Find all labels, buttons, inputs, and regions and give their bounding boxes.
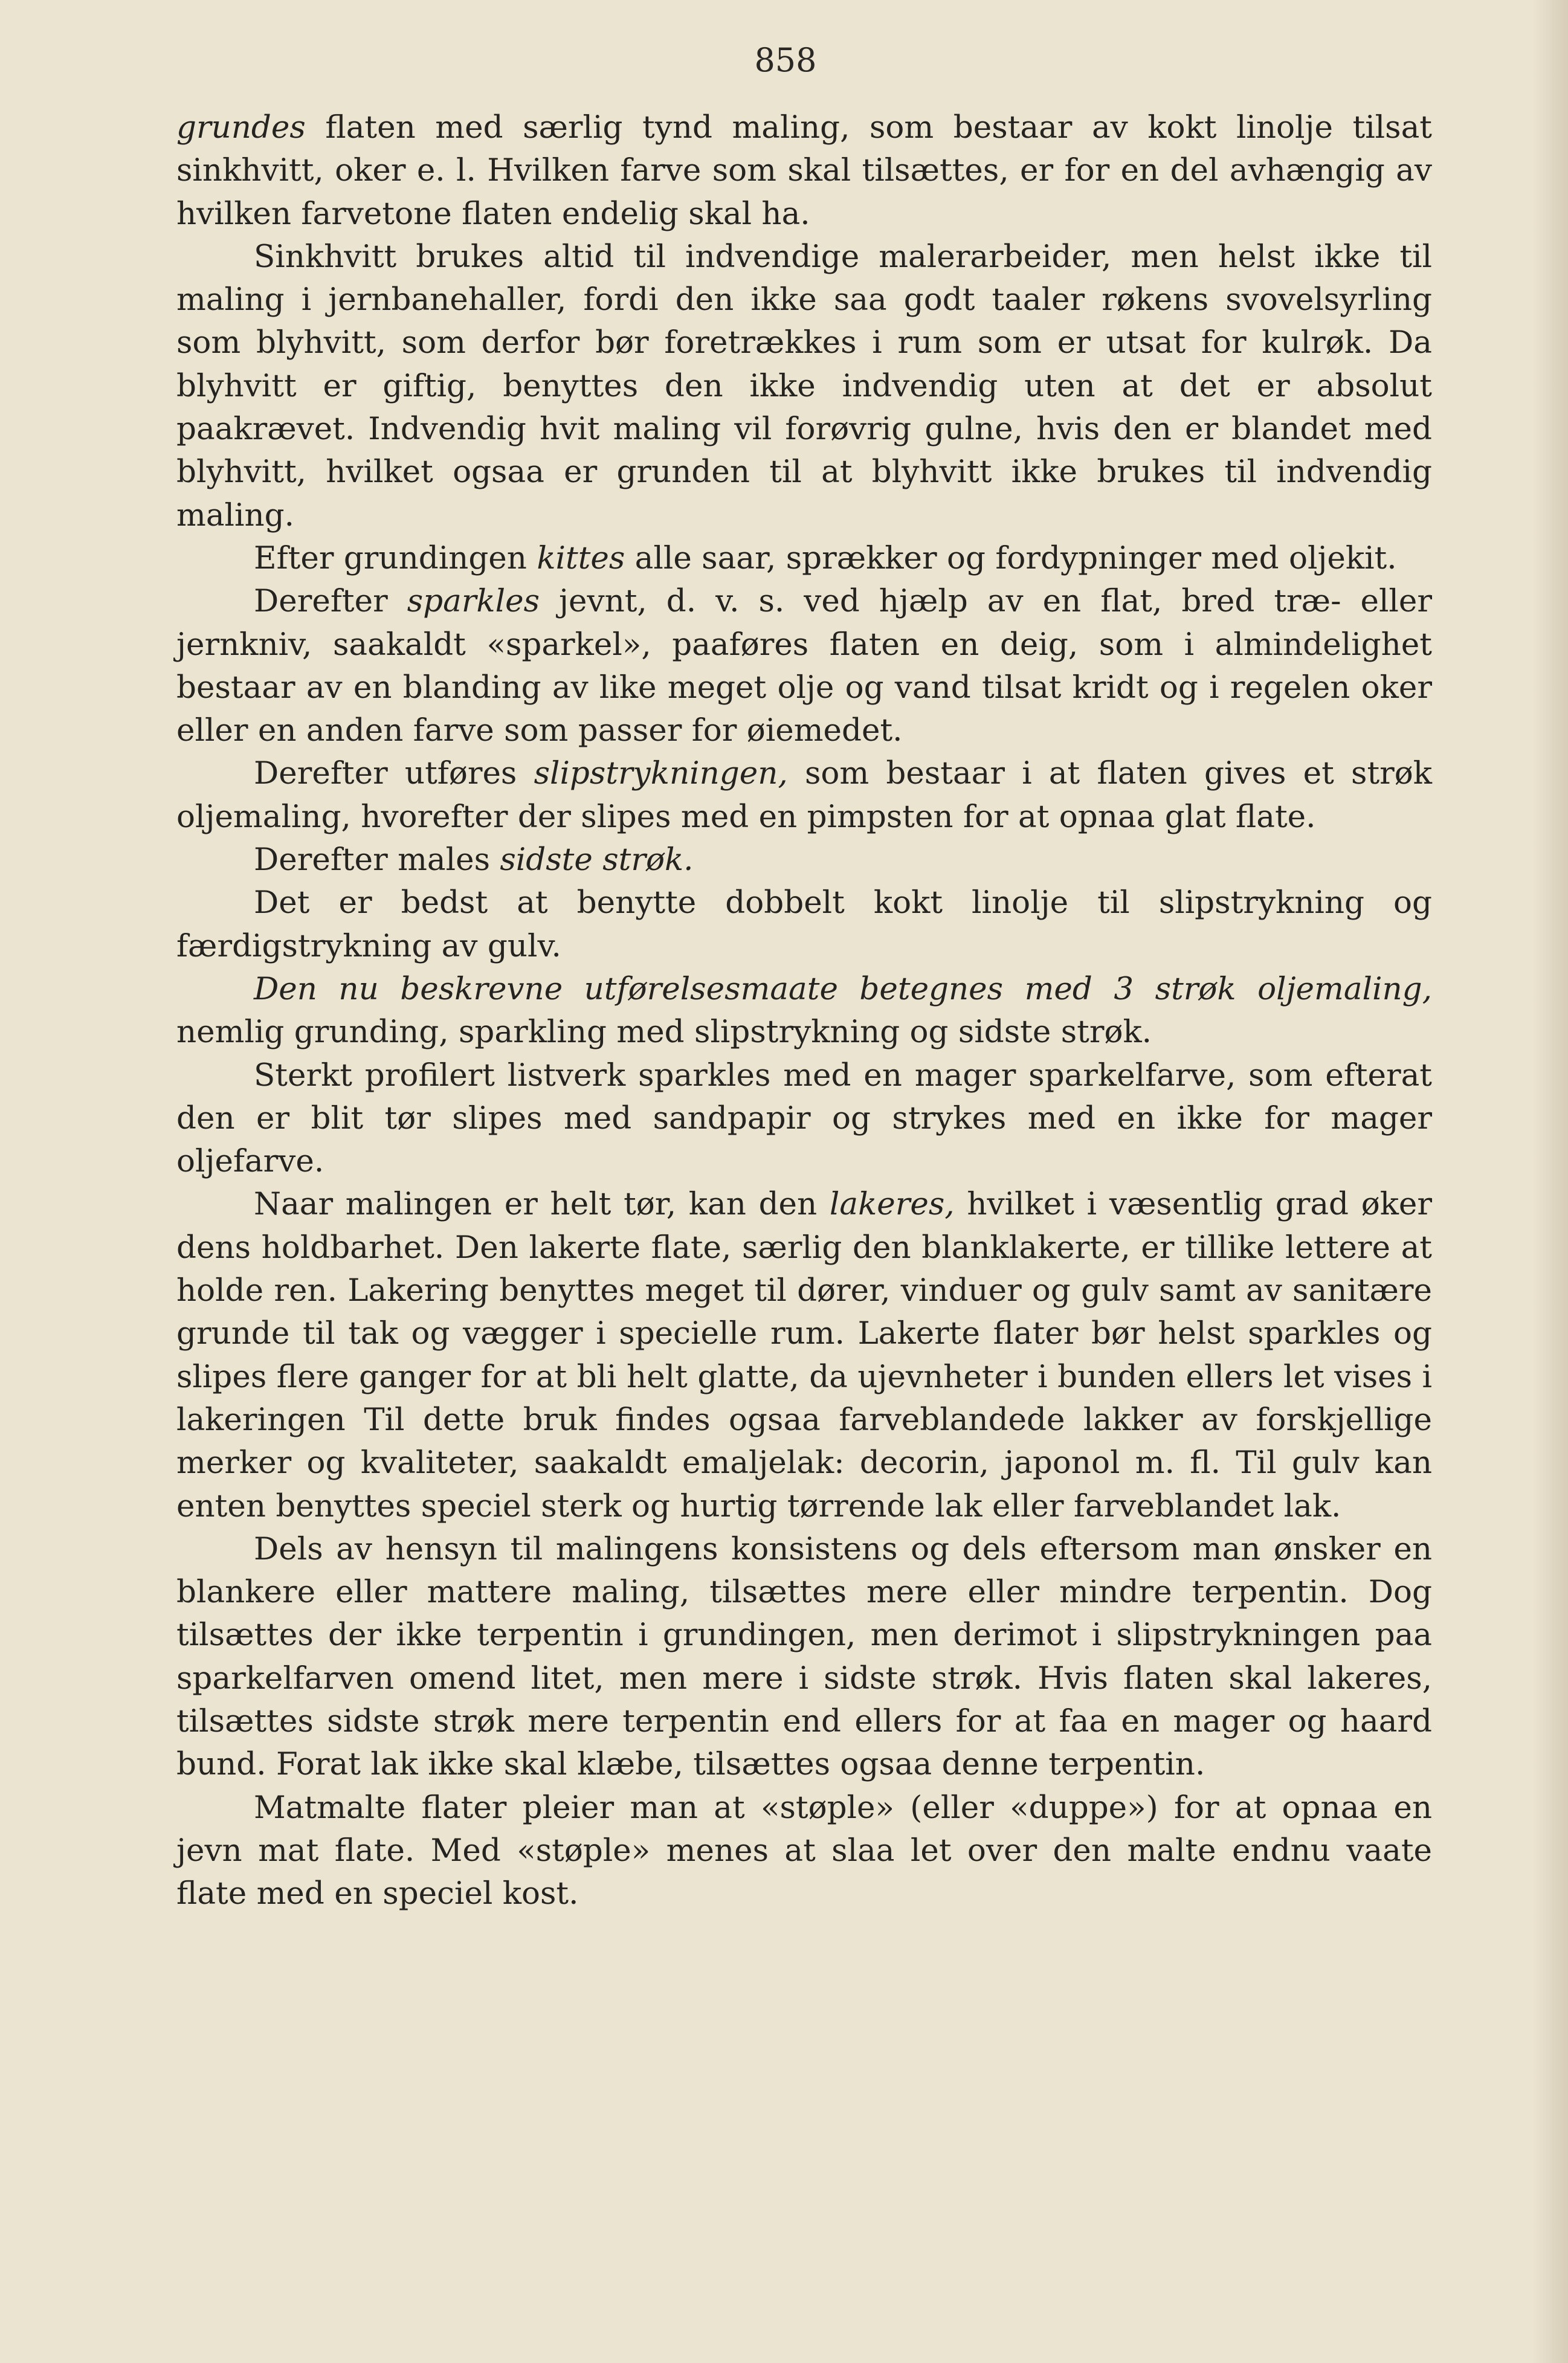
text-run: Dels av hensyn til malingens konsistens og dels eftersom man ønsker en blankere eller mattere maling, tilsættes mere eller mindre terpentin. Dog tilsættes der ikke terpentin i grundingen, men derimot i slipstrykningen paa sparkelfarven omend litet, men mere i sidste strøk. Hvis flaten skal lakeres, tilsættes sidste strøk mere terpentin end ellers for at faa en mager og haard bund. Forat lak ikke skal klæbe, tilsættes ogsaa denne terpentin. bbox=[176, 1530, 1432, 1783]
paragraph bbox=[176, 236, 1432, 537]
text-run: Derefter bbox=[254, 583, 407, 620]
text-run: jevnt, d. v. s. ved hjælp av en flat, bred træ- eller jernkniv, saakaldt «sparkel», paaføres flaten en deig, som i almindelighet bestaar av en blanding av like meget olje og vand tilsat kridt og i regelen oker eller en anden farve som passer for øiemedet. bbox=[176, 583, 1432, 749]
text-run: Derefter utføres bbox=[254, 755, 534, 792]
text-run: Det er bedst at benytte dobbelt kokt linolje til slipstrykning og færdigstrykning av gulv. bbox=[176, 885, 1432, 964]
text-run: Sinkhvitt brukes altid til indvendige malerarbeider, men helst ikke til maling i jernbanehaller, fordi den ikke saa godt taaler røkens svovelsyrling som blyhvitt, som derfor bør foretrækkes i rum som er utsat for kulrøk. Da blyhvitt er giftig, benyttes den ikke indvendig uten at det er absolut paakrævet. Indvendig hvit maling vil forøvrig gulne, hvis den er blandet med blyhvitt, hvilket ogsaa er grunden til at blyhvitt ikke brukes til indvendig maling. bbox=[176, 238, 1432, 534]
paragraph bbox=[176, 1183, 1432, 1527]
italic-term: Den nu beskrevne utførelsesmaate betegnes med 3 strøk oljemaling, bbox=[254, 970, 1432, 1007]
text-run: nemlig grunding, sparkling med slipstrykning og sidste strøk. bbox=[176, 1014, 1152, 1051]
paragraph bbox=[176, 1787, 1432, 1916]
italic-term: kittes bbox=[537, 540, 625, 576]
italic-term: sidste strøk. bbox=[500, 842, 694, 878]
text-run: Efter grundingen bbox=[254, 540, 537, 576]
italic-term: slipstrykningen, bbox=[534, 755, 788, 792]
text-run: Naar malingen er helt tør, kan den bbox=[254, 1186, 830, 1223]
text-run: som bestaar i at flaten gives et strøk oljemaling, hvorefter der slipes med en pimpsten for at opnaa glat flate. bbox=[176, 755, 1432, 835]
text-run: flaten med særlig tynd maling, som bestaar av kokt linolje tilsat sinkhvitt, oker e. l. Hvilken farve som skal tilsættes, er for en del avhængig av hvilken farvetone flaten endelig skal ha. bbox=[176, 109, 1432, 232]
paragraph bbox=[176, 580, 1432, 752]
paragraph bbox=[176, 752, 1432, 839]
italic-term: grundes bbox=[176, 109, 306, 146]
text-run: Derefter males bbox=[254, 842, 500, 878]
body-text bbox=[176, 106, 1432, 1915]
text-run: Matmalte flater pleier man at «støple» (eller «duppe») for at opnaa en jevn mat flate. Med «støple» menes at slaa let over den malte endnu vaate flate med en speciel kost. bbox=[176, 1789, 1432, 1912]
paragraph bbox=[176, 839, 1432, 882]
paragraph bbox=[176, 1054, 1432, 1184]
text-run: Sterkt profilert listverk sparkles med en mager sparkelfarve, som efterat den er blit tør slipes med sandpapir og strykes med en ikke for mager oljefarve. bbox=[176, 1057, 1432, 1180]
text-run: hvilket i væsentlig grad øker dens holdbarhet. Den lakerte flate, særlig den blanklakerte, er tillike lettere at holde ren. Lakering benyttes meget til dører, vinduer og gulv samt av sanitære grunde til tak og vægger i specielle rum. Lakerte flater bør helst sparkles og slipes flere ganger for at bli helt glatte, da ujevnheter i bunden ellers let vises i lakeringen Til dette bruk findes ogsaa farveblandede lakker av forskjellige merker og kvaliteter, saakaldt emaljelak: decorin, japonol m. fl. Til gulv kan enten benyttes speciel sterk og hurtig tørrende lak eller farveblandet lak. bbox=[176, 1186, 1433, 1524]
paragraph bbox=[176, 106, 1432, 236]
italic-term: sparkles bbox=[407, 583, 540, 620]
text-run: alle saar, sprækker og fordypninger med oljekit. bbox=[625, 540, 1397, 576]
page-number: 858 bbox=[754, 41, 817, 79]
paragraph bbox=[176, 1528, 1432, 1787]
paragraph bbox=[176, 882, 1432, 968]
italic-term: lakeres, bbox=[829, 1186, 955, 1223]
paragraph bbox=[176, 537, 1432, 580]
paragraph bbox=[176, 968, 1432, 1054]
